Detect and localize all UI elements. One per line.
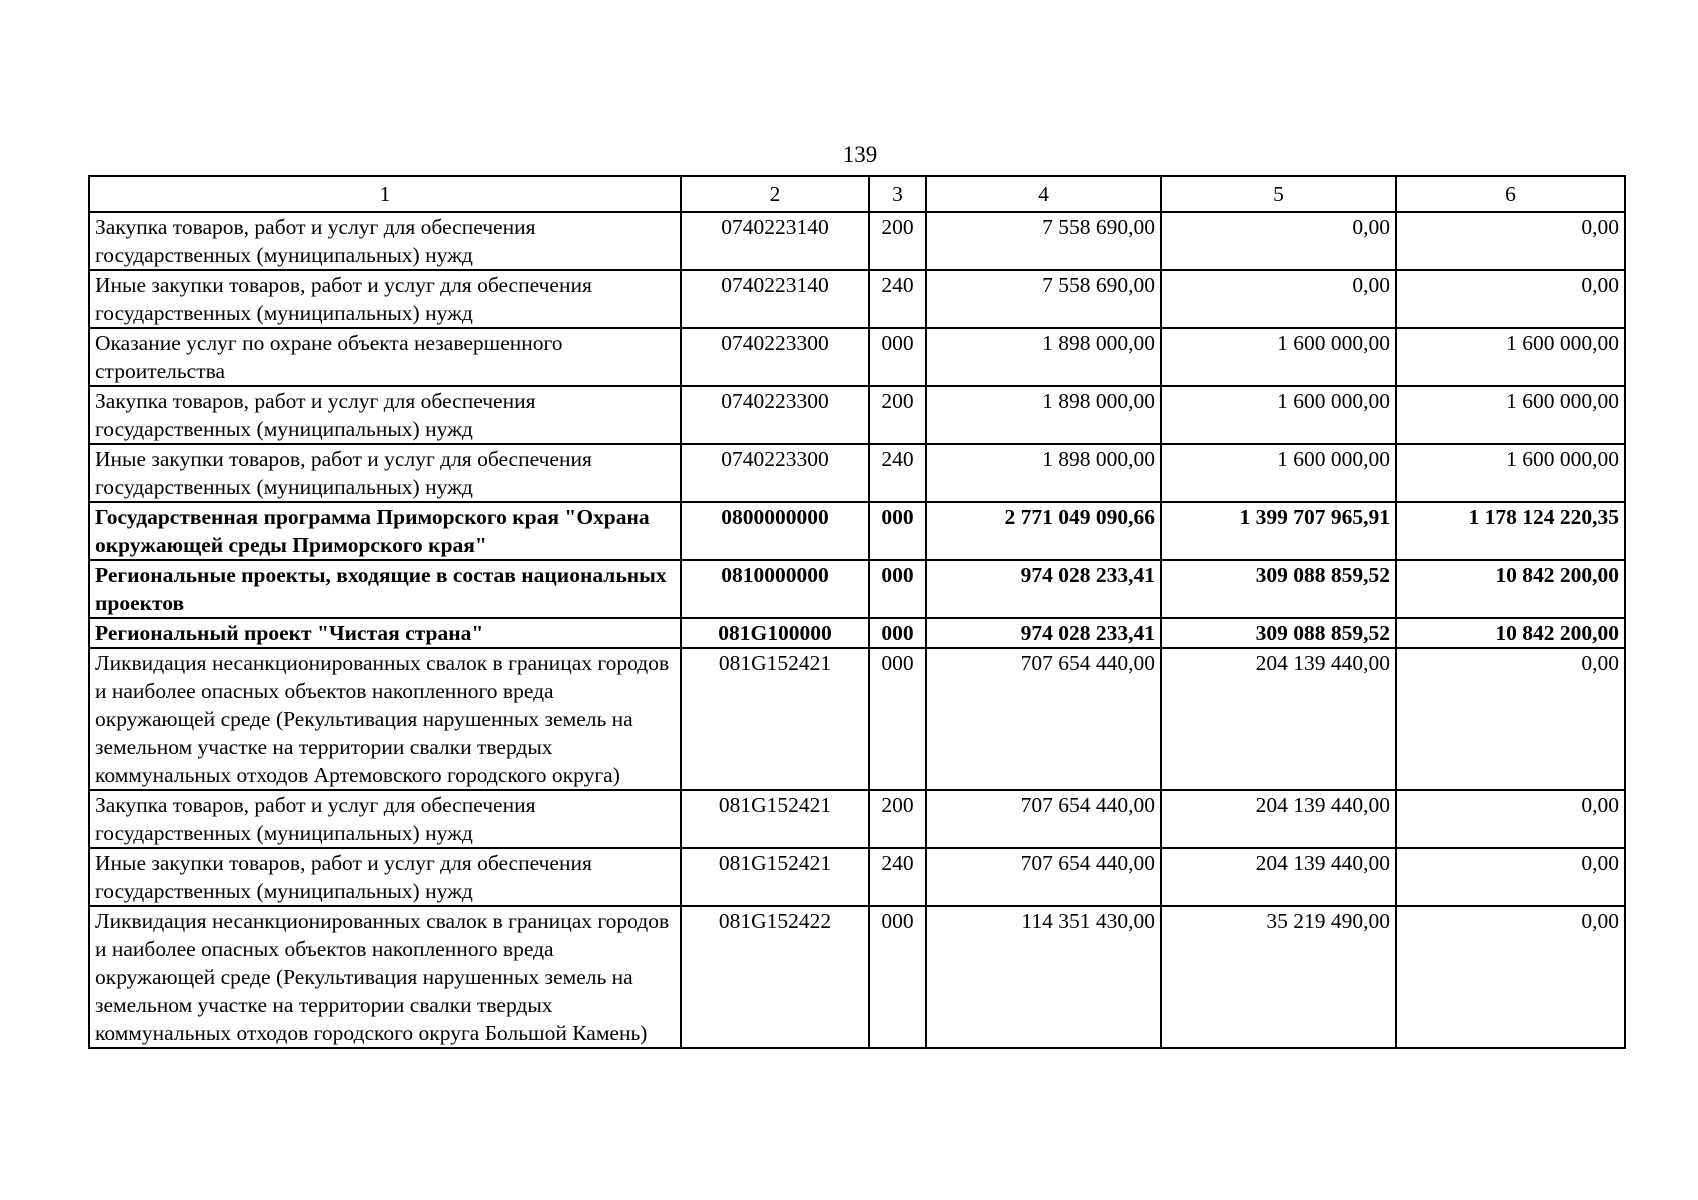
row-name-cell: Региональный проект "Чистая страна" [89,618,681,648]
row-name-cell: Иные закупки товаров, работ и услуг для обеспечения государственных (муниципальных) нужд [89,848,681,906]
target-code-cell: 0740223300 [681,328,869,386]
expense-type-cell: 000 [869,560,926,618]
amount-col6-cell: 1 600 000,00 [1396,328,1625,386]
target-code-cell: 081G152421 [681,848,869,906]
row-name-cell: Региональные проекты, входящие в состав национальных проектов [89,560,681,618]
amount-col4-cell: 974 028 233,41 [926,618,1161,648]
column-header: 5 [1161,176,1396,212]
amount-col5-cell: 1 399 707 965,91 [1161,502,1396,560]
table-row [89,848,1625,906]
amount-col5-cell: 1 600 000,00 [1161,328,1396,386]
row-name-cell: Иные закупки товаров, работ и услуг для обеспечения государственных (муниципальных) нужд [89,444,681,502]
amount-col4-cell: 707 654 440,00 [926,790,1161,848]
row-name-cell: Оказание услуг по охране объекта незавершенного строительства [89,328,681,386]
target-code-cell: 081G152422 [681,906,869,1048]
table-row [89,328,1625,386]
row-name-cell: Закупка товаров, работ и услуг для обеспечения государственных (муниципальных) нужд [89,790,681,848]
amount-col4-cell: 1 898 000,00 [926,386,1161,444]
row-name-cell: Государственная программа Приморского края "Охрана окружающей среды Приморского края" [89,502,681,560]
amount-col6-cell: 0,00 [1396,270,1625,328]
amount-col5-cell: 204 139 440,00 [1161,648,1396,790]
target-code-cell: 0740223140 [681,270,869,328]
amount-col6-cell: 10 842 200,00 [1396,560,1625,618]
target-code-cell: 081G152421 [681,648,869,790]
expense-type-cell: 240 [869,444,926,502]
amount-col5-cell: 309 088 859,52 [1161,618,1396,648]
expense-type-cell: 200 [869,386,926,444]
table-row [89,270,1625,328]
expense-type-cell: 000 [869,906,926,1048]
expense-type-cell: 240 [869,270,926,328]
target-code-cell: 081G152421 [681,790,869,848]
table-header-row [89,176,1625,212]
table-row [89,906,1625,1048]
amount-col6-cell: 0,00 [1396,648,1625,790]
amount-col6-cell: 0,00 [1396,848,1625,906]
amount-col6-cell: 0,00 [1396,790,1625,848]
amount-col6-cell: 1 600 000,00 [1396,386,1625,444]
amount-col5-cell: 204 139 440,00 [1161,848,1396,906]
amount-col6-cell: 10 842 200,00 [1396,618,1625,648]
expense-type-cell: 000 [869,328,926,386]
amount-col5-cell: 204 139 440,00 [1161,790,1396,848]
row-name-cell: Иные закупки товаров, работ и услуг для обеспечения государственных (муниципальных) нужд [89,270,681,328]
expense-type-cell: 240 [869,848,926,906]
amount-col5-cell: 309 088 859,52 [1161,560,1396,618]
target-code-cell: 0740223300 [681,444,869,502]
column-header: 1 [89,176,681,212]
column-header: 6 [1396,176,1625,212]
amount-col4-cell: 1 898 000,00 [926,328,1161,386]
amount-col4-cell: 1 898 000,00 [926,444,1161,502]
row-name-cell: Закупка товаров, работ и услуг для обеспечения государственных (муниципальных) нужд [89,386,681,444]
expense-type-cell: 000 [869,618,926,648]
row-name-cell: Ликвидация несанкционированных свалок в границах городов и наиболее опасных объектов накопленного вреда окружающей среде (Рекультивация нарушенных земель на земельном участке на территории свалки твердых коммунальных отходов городского округа Большой Камень) [89,906,681,1048]
target-code-cell: 081G100000 [681,618,869,648]
amount-col5-cell: 0,00 [1161,212,1396,270]
budget-table [88,175,1626,1049]
table-row [89,648,1625,790]
amount-col5-cell: 1 600 000,00 [1161,444,1396,502]
amount-col4-cell: 707 654 440,00 [926,848,1161,906]
table-row [89,618,1625,648]
target-code-cell: 0810000000 [681,560,869,618]
column-header: 4 [926,176,1161,212]
amount-col4-cell: 7 558 690,00 [926,270,1161,328]
column-header: 2 [681,176,869,212]
column-header: 3 [869,176,926,212]
table-row [89,386,1625,444]
row-name-cell: Ликвидация несанкционированных свалок в границах городов и наиболее опасных объектов накопленного вреда окружающей среде (Рекультивация нарушенных земель на земельном участке на территории свалки твердых коммунальных отходов Артемовского городского округа) [89,648,681,790]
page-number: 139 [842,142,878,167]
table-row [89,502,1625,560]
row-name-cell: Закупка товаров, работ и услуг для обеспечения государственных (муниципальных) нужд [89,212,681,270]
target-code-cell: 0800000000 [681,502,869,560]
expense-type-cell: 000 [869,502,926,560]
expense-type-cell: 200 [869,212,926,270]
amount-col5-cell: 35 219 490,00 [1161,906,1396,1048]
amount-col5-cell: 0,00 [1161,270,1396,328]
amount-col6-cell: 1 600 000,00 [1396,444,1625,502]
expense-type-cell: 200 [869,790,926,848]
amount-col4-cell: 974 028 233,41 [926,560,1161,618]
expense-type-cell: 000 [869,648,926,790]
amount-col6-cell: 1 178 124 220,35 [1396,502,1625,560]
table-row [89,212,1625,270]
table-row [89,790,1625,848]
amount-col6-cell: 0,00 [1396,212,1625,270]
amount-col6-cell: 0,00 [1396,906,1625,1048]
amount-col4-cell: 707 654 440,00 [926,648,1161,790]
amount-col5-cell: 1 600 000,00 [1161,386,1396,444]
target-code-cell: 0740223140 [681,212,869,270]
table-row [89,444,1625,502]
amount-col4-cell: 7 558 690,00 [926,212,1161,270]
amount-col4-cell: 114 351 430,00 [926,906,1161,1048]
target-code-cell: 0740223300 [681,386,869,444]
amount-col4-cell: 2 771 049 090,66 [926,502,1161,560]
table-row [89,560,1625,618]
